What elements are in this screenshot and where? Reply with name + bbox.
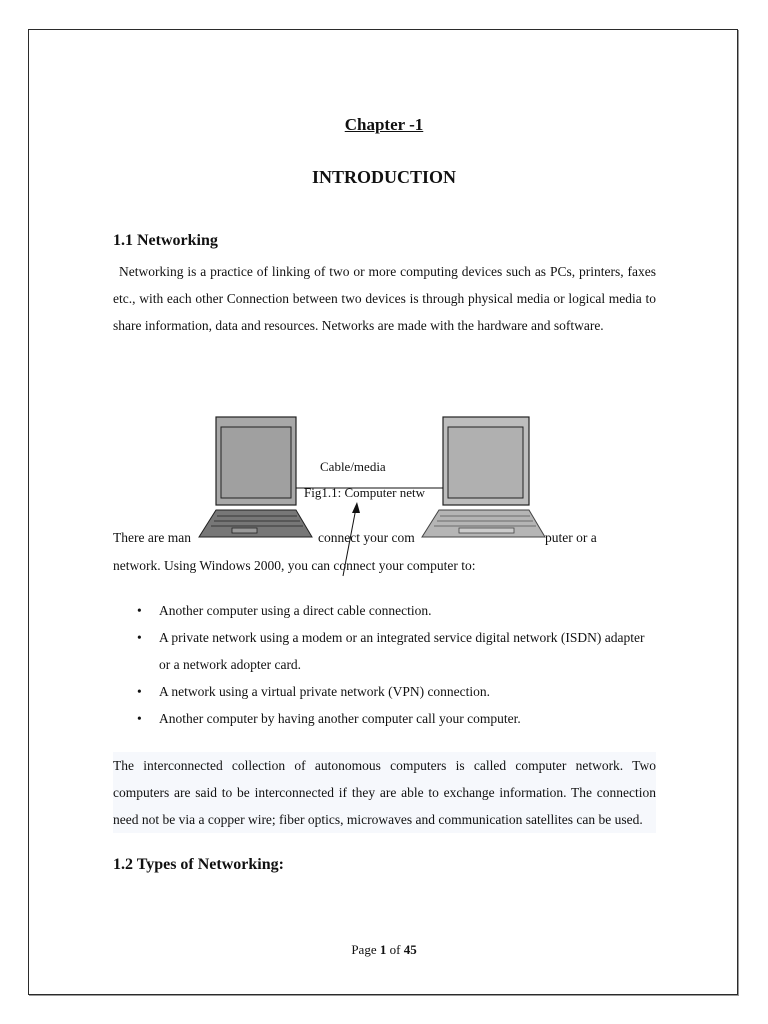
bullet-icon: •: [137, 630, 142, 645]
computer-network-paragraph-text: The interconnected collection of autonomous computers is called computer network. Two computers are said to be interconnected if they are able to exchange information. The connection need not be via a copper wire; fiber optics, microwaves and communication satellites can be used.: [113, 758, 656, 827]
network-figure: [29, 30, 739, 996]
intro-line-2: network. Using Windows 2000, you can connect your computer to:: [113, 558, 476, 573]
left-laptop-icon: [199, 417, 312, 537]
list-item: [137, 624, 657, 678]
list-item-text: Another computer by having another computer call your computer.: [159, 711, 521, 726]
document-page: [28, 29, 738, 995]
list-item-text: Another computer using a direct cable connection.: [159, 603, 432, 618]
cable-label: Cable/media: [320, 459, 386, 474]
connection-options-list: [137, 597, 657, 732]
page-footer: [29, 942, 739, 958]
bullet-icon: •: [137, 711, 142, 726]
bullet-icon: •: [137, 684, 142, 699]
intro-fragment-2: connect your com: [318, 530, 415, 545]
computer-network-paragraph: [113, 752, 656, 833]
right-laptop-icon: [422, 417, 545, 537]
intro-fragment-3: puter or a: [545, 530, 597, 545]
section-heading-networking: 1.1 Networking: [113, 232, 218, 249]
figure-caption: Fig1.1: Computer netw: [304, 485, 425, 500]
list-item: [137, 597, 657, 624]
list-item-text: A network using a virtual private network (VPN) connection.: [159, 684, 491, 699]
list-item: [137, 678, 657, 705]
footer-total-pages: 45: [403, 942, 417, 957]
footer-middle: of: [386, 942, 404, 957]
section-heading-types: 1.2 Types of Networking:: [113, 856, 284, 873]
chapter-heading: Chapter -1: [344, 115, 424, 134]
footer-current-page: 1: [379, 942, 387, 957]
page-title: INTRODUCTION: [311, 167, 457, 187]
intro-fragment-1: There are man: [113, 530, 191, 545]
bullet-icon: •: [137, 603, 142, 618]
networking-paragraph-text: Networking is a practice of linking of two or more computing devices such as PCs, printers, faxes etc., with each other Connection between two devices is through physical media or logical media to share information, data and resources. Networks are made with the hardware and software.: [113, 264, 656, 333]
list-item-text: A private network using a modem or an integrated service digital network (ISDN) adapter or a network adopter card.: [159, 630, 645, 672]
list-item: [137, 705, 657, 732]
footer-prefix: Page: [351, 942, 380, 957]
